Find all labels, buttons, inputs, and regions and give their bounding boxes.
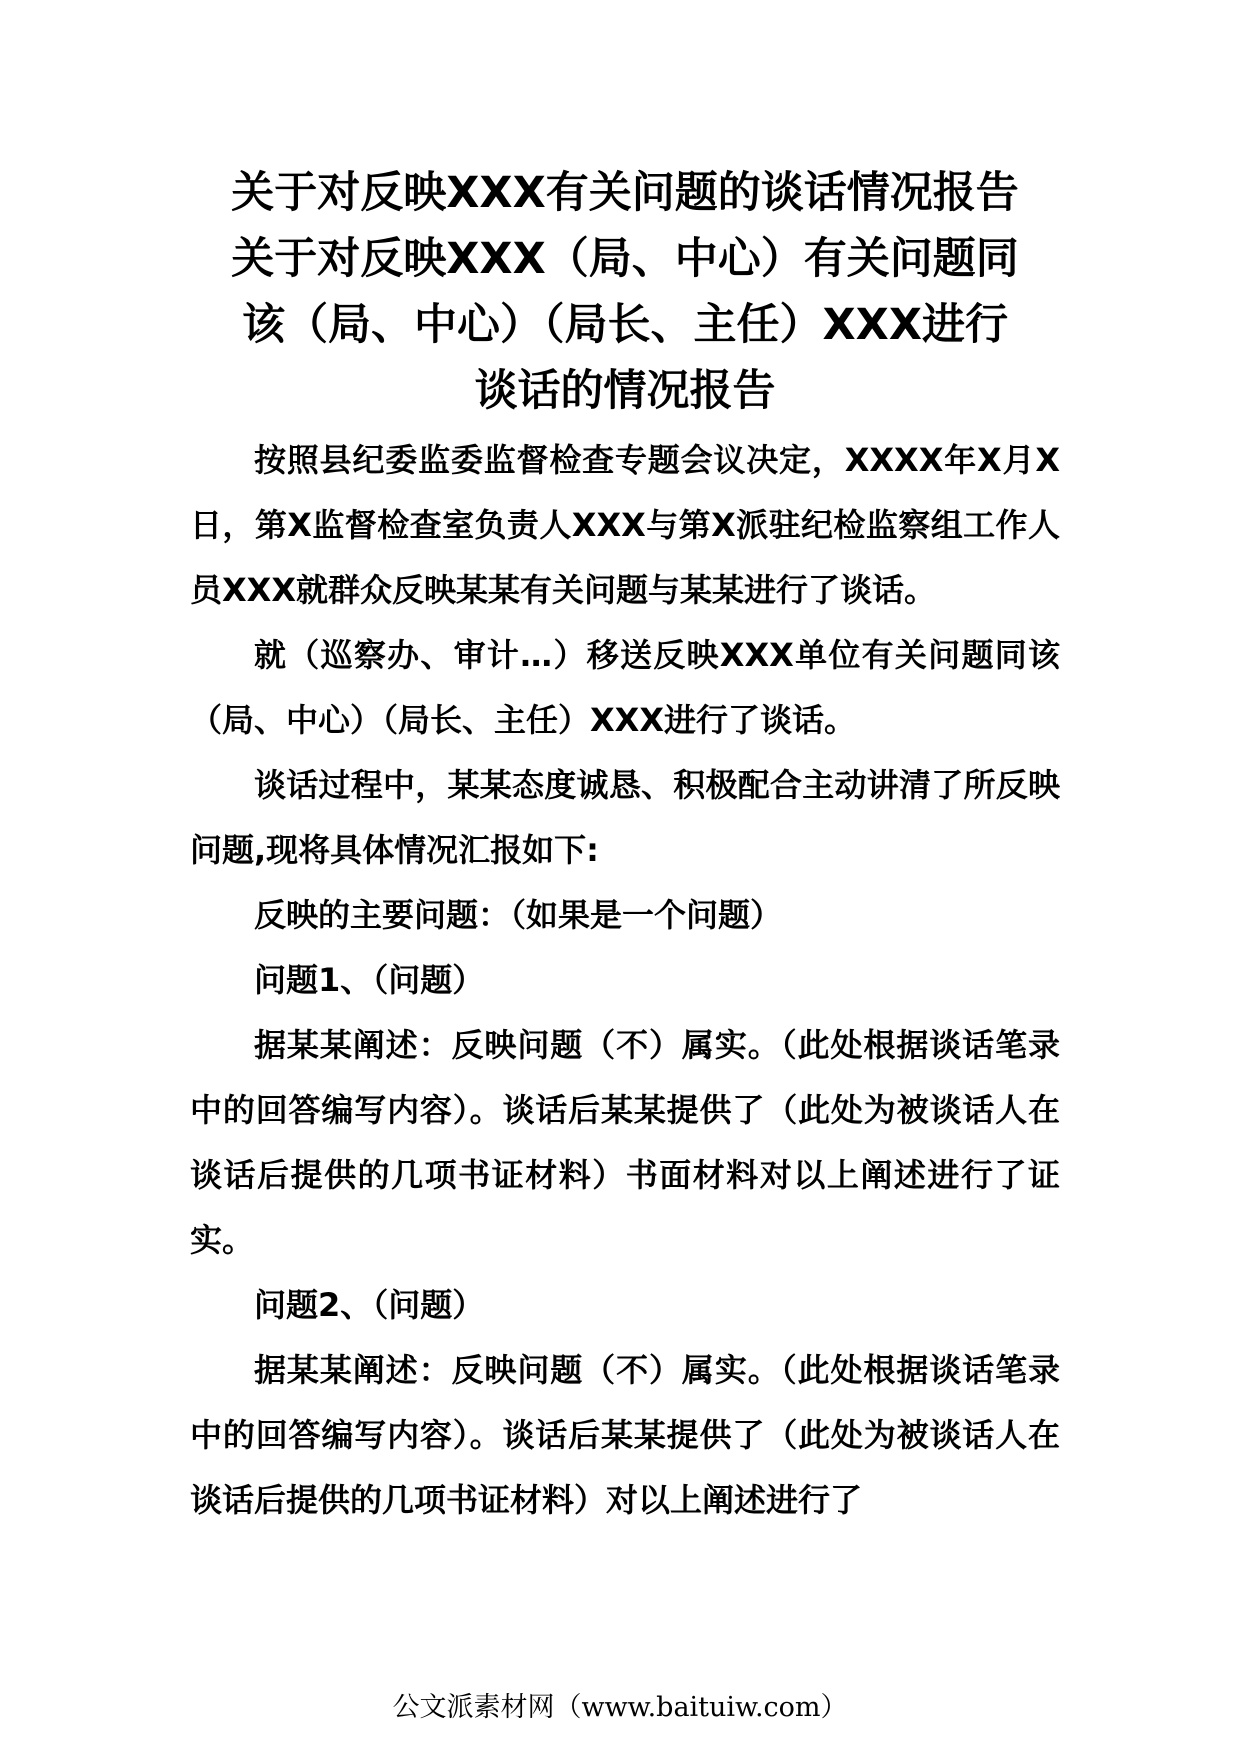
document-page	[190, 160, 1060, 1533]
paragraph-issue-2-statement: 据某某阐述：反映问题（不）属实。（此处根据谈话笔录中的回答编写内容）。谈话后某某提供了（此处为被谈话人在谈话后提供的几项书证材料）对以上阐述进行了	[190, 1351, 1060, 1519]
title-line-1: 关于对反映XXX有关问题的谈话情况报告	[231, 168, 1019, 218]
paragraph-issue-2-heading: 问题2、（问题）	[254, 1286, 485, 1324]
paragraph-issue-1-statement: 据某某阐述：反映问题（不）属实。（此处根据谈话笔录中的回答编写内容）。谈话后某某提供了（此处为被谈话人在谈话后提供的几项书证材料）书面材料对以上阐述进行了证实。	[190, 1026, 1060, 1259]
document-title	[190, 160, 1060, 424]
title-line-4: 谈话的情况报告	[474, 366, 776, 416]
title-line-2: 关于对反映XXX（局、中心）有关问题同	[231, 234, 1019, 284]
paragraph-issue-1-heading: 问题1、（问题）	[254, 961, 485, 999]
paragraph-main-issues-heading: 反映的主要问题：（如果是一个问题）	[254, 896, 783, 934]
paragraph-intro: 按照县纪委监委监督检查专题会议决定，XXXX年X月X日，第X监督检查室负责人XXX与第X派驻纪检监察组工作人员XXX就群众反映某某有关问题与某某进行了谈话。	[190, 441, 1060, 609]
paragraph-process: 谈话过程中，某某态度诚恳、积极配合主动讲清了所反映问题,现将具体情况汇报如下:	[190, 766, 1060, 869]
document-body	[190, 428, 1060, 1533]
paragraph-transfer: 就（巡察办、审计…）移送反映XXX单位有关问题同该（局、中心）（局长、主任）XXX进行了谈话。	[190, 636, 1060, 739]
page-footer: 公文派素材网（www.baituiw.com）	[392, 1692, 848, 1723]
title-line-3: 该（局、中心）（局长、主任）XXX进行	[242, 300, 1008, 350]
